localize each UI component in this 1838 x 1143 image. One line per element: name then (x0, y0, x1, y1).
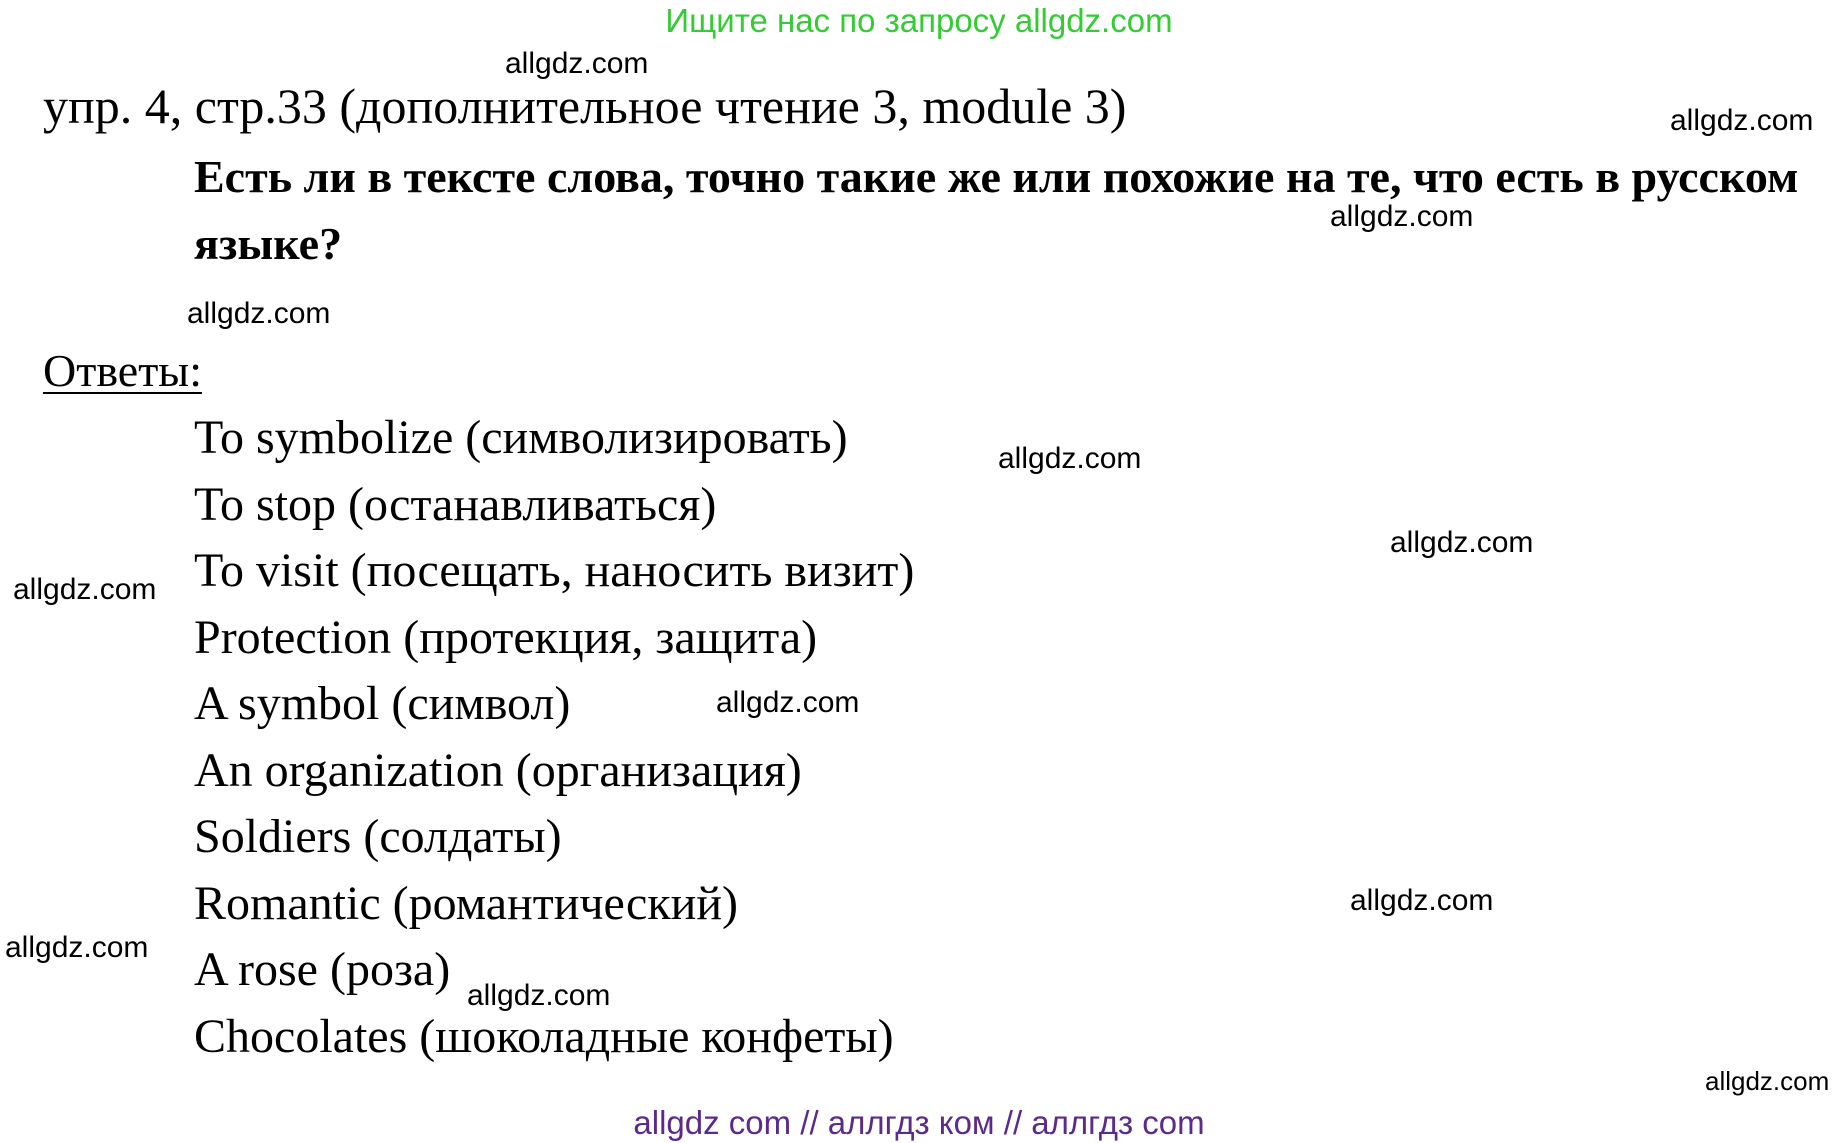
watermark: allgdz.com (1705, 1066, 1830, 1096)
search-banner: Ищите нас по запросу allgdz.com (665, 2, 1173, 39)
watermark: allgdz.com (998, 442, 1142, 475)
answer-item: Soldiers (солдаты) (194, 810, 562, 863)
answer-item: A rose (роза) (194, 943, 451, 996)
answers-list (194, 405, 914, 1070)
watermark: allgdz.com (1670, 104, 1814, 137)
watermark: allgdz.com (13, 573, 157, 606)
answer-item: To symbolize (символизировать) (194, 411, 848, 464)
question-text: Есть ли в тексте слова, точно такие же или похожие на те, что есть в русском языке? (194, 151, 1799, 269)
watermark: allgdz.com (5, 931, 149, 964)
watermark: allgdz.com (1390, 526, 1534, 559)
answer-item: To stop (останавливаться) (194, 477, 717, 531)
watermark: allgdz.com (505, 47, 649, 80)
answer-item: Romantic (романтический) (194, 876, 739, 930)
exercise-reference: упр. 4, стр.33 (дополнительное чтение 3, module 3) (43, 78, 1127, 134)
watermark: allgdz.com (467, 979, 611, 1012)
answers-heading: Ответы: (43, 345, 202, 396)
answer-item: Chocolates (шоколадные конфеты) (194, 1009, 894, 1063)
watermark: allgdz.com (187, 297, 331, 330)
footer-links: allgdz com // аллгдз ком // аллгдз com (633, 1104, 1205, 1141)
watermark: allgdz.com (1350, 884, 1494, 917)
answer-item: Protection (протекция, защита) (194, 610, 818, 664)
answer-item: An organization (организация) (194, 743, 802, 797)
watermark: allgdz.com (716, 686, 860, 719)
watermark: allgdz.com (1330, 200, 1474, 233)
answer-item: A symbol (символ) (194, 677, 571, 730)
answer-item: To visit (посещать, наносить визит) (194, 544, 915, 597)
